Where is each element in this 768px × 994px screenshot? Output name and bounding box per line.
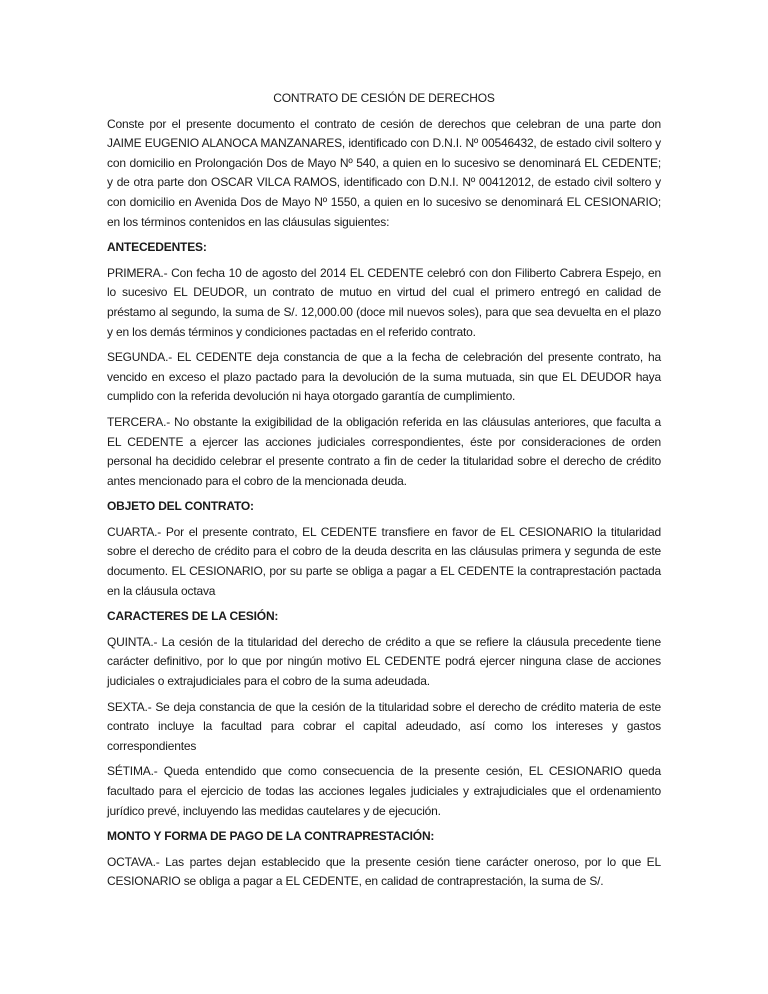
section-heading-monto: MONTO Y FORMA DE PAGO DE LA CONTRAPRESTACIÓN:: [107, 829, 435, 844]
clause-cuarta: CUARTA.- Por el presente contrato, EL CEDENTE transfiere en favor de EL CESIONARIO la titularidad sobre el derecho de crédito para el cobro de la deuda descrita en las cláusulas primera y segunda de este documento. EL CESIONARIO, por su parte se obliga a pagar a EL CEDENTE la contraprestación pactada en la cláusula octava: [107, 524, 661, 598]
document-title: CONTRATO DE CESIÓN DE DERECHOS: [273, 91, 495, 105]
clause-segunda: SEGUNDA.- EL CEDENTE deja constancia de que a la fecha de celebración del presente contrato, ha vencido en exceso el plazo pactado para la devolución de la suma mutuada, sin que EL DEUDOR haya cumplido con la referida devolución ni haya otorgado garantía de cumplimiento.: [107, 350, 661, 404]
section-heading-objeto: OBJETO DEL CONTRATO:: [107, 499, 254, 514]
clause-quinta: QUINTA.- La cesión de la titularidad del derecho de crédito a que se refiere la cláusula precedente tiene carácter definitivo, por lo que por ningún motivo EL CEDENTE podrá ejercer ninguna clase de acciones judiciales o extrajudiciales para el cobro de la suma adeudada.: [107, 634, 661, 689]
document-page: [107, 89, 661, 898]
clause-tercera: TERCERA.- No obstante la exigibilidad de la obligación referida en las cláusulas anteriores, que faculta a EL CEDENTE a ejercer las acciones judiciales correspondientes, éste por consideraciones de orden personal ha decidido celebrar el presente contrato a fin de ceder la titularidad sobre el derecho de crédito antes mencionado para el cobro de la mencionada deuda.: [107, 414, 661, 488]
preamble-paragraph: Conste por el presente documento el contrato de cesión de derechos que celebran de una parte don JAIME EUGENIO ALANOCA MANZANARES, identificado con D.N.I. Nº 00546432, de estado civil soltero y con domicilio en Prolongación Dos de Mayo Nº 540, a quien en lo sucesivo se denominará EL CEDENTE; y de otra parte don OSCAR VILCA RAMOS, identificado con D.N.I. Nº 00412012, de estado civil soltero y con domicilio en Avenida Dos de Mayo Nº 1550, a quien en lo sucesivo se denominará EL CESIONARIO; en los términos contenidos en las cláusulas siguientes:: [107, 116, 661, 229]
clause-sexta: SEXTA.- Se deja constancia de que la cesión de la titularidad sobre el derecho de crédito materia de este contrato incluye la facultad para cobrar el capital adeudado, así como los intereses y gastos correspondientes: [107, 699, 661, 753]
clause-octava: OCTAVA.- Las partes dejan establecido que la presente cesión tiene carácter oneroso, por lo que EL CESIONARIO se obliga a pagar a EL CEDENTE, en calidad de contraprestación, la suma de S/.: [107, 854, 661, 889]
clause-primera: PRIMERA.- Con fecha 10 de agosto del 2014 EL CEDENTE celebró con don Filiberto Cabrera Espejo, en lo sucesivo EL DEUDOR, un contrato de mutuo en virtud del cual el primero entregó en calidad de préstamo al segundo, la suma de S/. 12,000.00 (doce mil nuevos soles), para que sea devuelta en el plazo y en los demás términos y condiciones pactadas en el referido contrato.: [107, 265, 661, 339]
clause-setima: SÉTIMA.- Queda entendido que como consecuencia de la presente cesión, EL CESIONARIO queda facultado para el ejercicio de todas las acciones legales judiciales y extrajudiciales que el ordenamiento jurídico prevé, incluyendo las medidas cautelares y de ejecución.: [107, 764, 661, 818]
section-heading-antecedentes: ANTECEDENTES:: [107, 240, 207, 255]
section-heading-caracteres: CARACTERES DE LA CESIÓN:: [107, 609, 279, 624]
